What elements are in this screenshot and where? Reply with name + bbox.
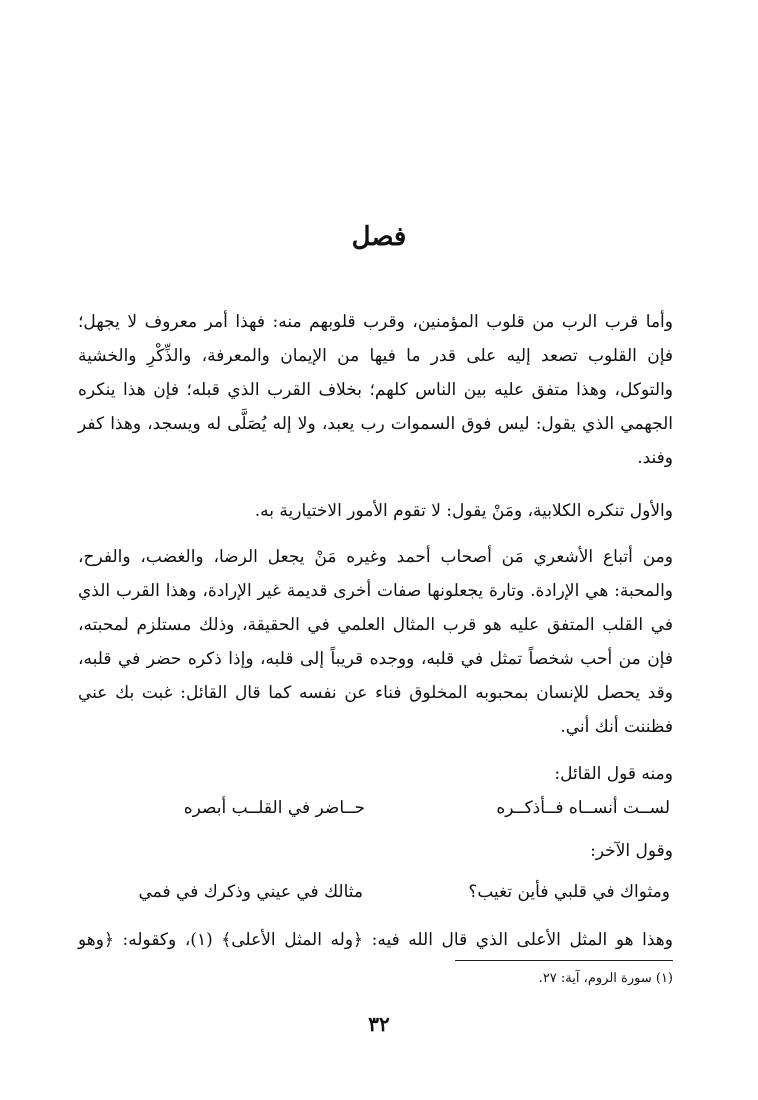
section-title: فصل <box>351 222 407 252</box>
paragraph: ومن أتباع الأشعري مَن أصحاب أحمد وغيره مَنْ يجعل الرضا، والغضب، والفرح، والمحبة: هي الإرادة. وتارة يجعلونها صفات أخرى قديمة غير الإرادة، وهذا القرب الذي في القلب المتفق عليه هو قرب المثال العلمي في الحقيقة، وذلك مستلزم لمحبته، فإن من أحب شخصاً تمثل في قلبه، ووجده قريباً إلى قلبه، وإذا ذكره حضر في قلبه، وقد يحصل للإنسان بمحبوبه المخلوق فناء عن نفسه كما قال القائل: غبت بك عني فظننت أنك أني. <box>78 547 673 737</box>
paragraph: والأول تنكره الكلابية، ومَنْ يقول: لا تقوم الأمور الاختيارية به. <box>254 501 673 521</box>
verse-hemistich-first: حــاضر في القلــب أبصره <box>183 798 365 818</box>
footnote-divider <box>455 960 673 961</box>
paragraph: وأما قرب الرب من قلوب المؤمنين، وقرب قلوبهم منه: فهذا أمر معروف لا يجهل؛ فإن القلوب تصعد إليه على قدر ما فيها من الإيمان والمعرفة، والذِّكْرِ والخشية والتوكل، وهذا متفق عليه بين الناس كلهم؛ بخلاف القرب الذي قبله؛ فإن هذا ينكره الجهمي الذي يقول: ليس فوق السموات رب يعبد، ولا إله يُصَلَّى له ويسجد، وهذا كفر وفند. <box>78 312 673 468</box>
verse-hemistich-second: ومثواك في قلبي فأين تغيب؟ <box>468 882 670 902</box>
verse-intro: ومنه قول القائل: <box>554 764 673 784</box>
paragraph: وهذا هو المثل الأعلى الذي قال الله فيه: ﴿وله المثل الأعلى﴾ (١)، وكقوله: ﴿وهو <box>78 930 673 950</box>
verse-intro: وقول الآخر: <box>590 841 673 861</box>
footnote: (١) سورة الروم، آية: ٢٧. <box>538 971 673 986</box>
verse-hemistich-first: مثالك في عيني وذكرك في فمي <box>138 882 363 902</box>
page-number: ٣٢ <box>368 1012 390 1036</box>
verse-hemistich-second: لســت أنســاه فــأذكــره <box>496 798 670 818</box>
